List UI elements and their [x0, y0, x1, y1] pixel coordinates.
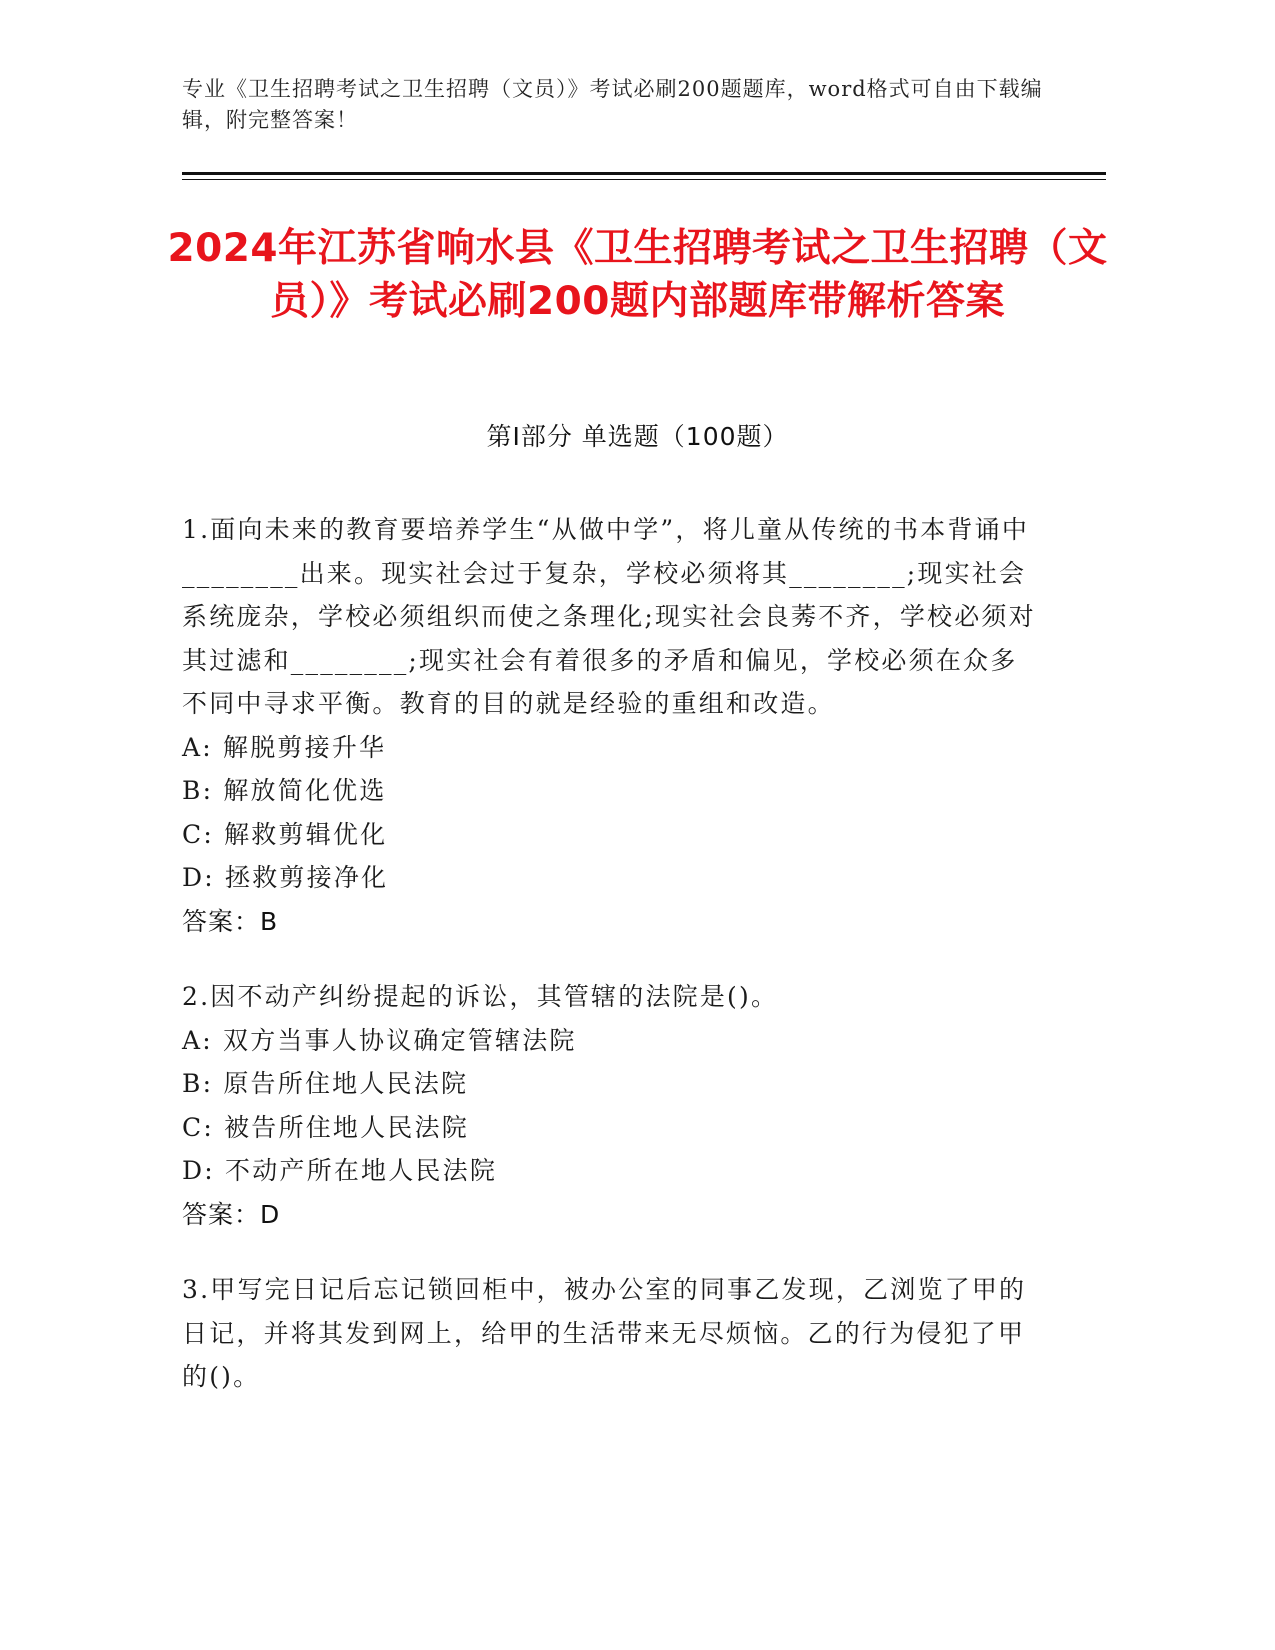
header-divider-thick [182, 172, 1106, 175]
document-title: 2024年江苏省响水县《卫生招聘考试之卫生招聘（文员）》考试必刷200题内部题库带解析答案 [167, 226, 1108, 324]
option-a: A: 解脱剪接升华 [182, 732, 387, 762]
answer-line: 答案：D [182, 1199, 281, 1229]
header-note: 专业《卫生招聘考试之卫生招聘（文员）》考试必刷200题题库，word格式可自由下载编辑，附完整答案！ [182, 77, 1043, 132]
option-a: A: 双方当事人协议确定管辖法院 [182, 1025, 577, 1055]
question-stem: 2.因不动产纠纷提起的诉讼，其管辖的法院是()。 [182, 982, 779, 1011]
option-b: B: 解放简化优选 [182, 776, 387, 805]
header-divider-thin [182, 179, 1106, 180]
question-1 [182, 508, 1042, 943]
option-d: D: 拯救剪接净化 [182, 863, 389, 892]
option-b: B: 原告所住地人民法院 [182, 1069, 469, 1098]
question-list [182, 508, 1042, 1431]
answer-line: 答案：B [182, 906, 279, 936]
question-stem: 3.甲写完日记后忘记锁回柜中，被办公室的同事乙发现，乙浏览了甲的日记，并将其发到网上，给甲的生活带来无尽烦恼。乙的行为侵犯了甲的()。 [182, 1275, 1027, 1391]
option-c: C: 被告所住地人民法院 [182, 1112, 469, 1142]
section-heading: 第I部分 单选题（100题） [486, 422, 789, 451]
question-stem: 1.面向未来的教育要培养学生“从做中学”，将儿童从传统的书本背诵中________出来。现实社会过于复杂，学校必须将其________;现实社会系统庞杂，学校必须组织而使之条理化;现实社会良莠不齐，学校必须对其过滤和________;现实社会有着很多的矛盾和偏见，学校必须在众多不同中寻求平衡。教育的目的就是经验的重组和改造。 [182, 515, 1036, 718]
option-d: D: 不动产所在地人民法院 [182, 1156, 498, 1185]
option-c: C: 解救剪辑优化 [182, 819, 388, 849]
question-3 [182, 1268, 1042, 1399]
question-2 [182, 975, 1042, 1236]
